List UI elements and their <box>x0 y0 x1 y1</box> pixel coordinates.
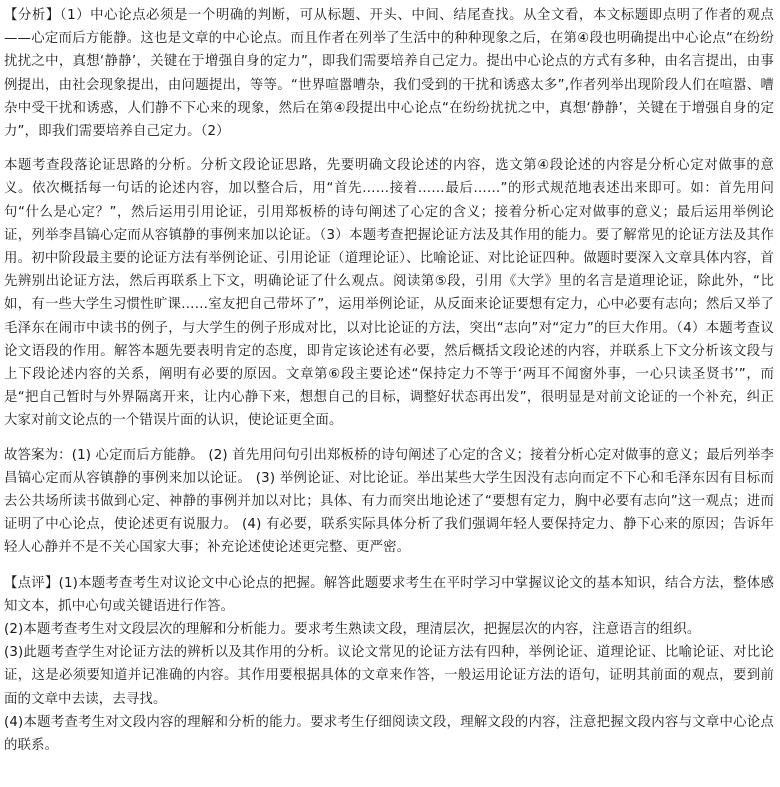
comment-item-2: (2)本题考查考生对文段层次的理解和分析能力。要求考生熟读文段，理清层次，把握层次的内容，注意语言的组织。 <box>4 622 701 638</box>
analysis-continuation-paragraph: 本题考查段落论证思路的分析。分析文段论证思路，先要明确文段论述的内容，选文第④段论述的内容是分析心定对做事的意义。依次概括每一句话的论述内容，加以整合后，用“首先……接着……最后……”的形式规范地表述出来即可。如：首先用问句“什么是心定？”，然后运用引用论证，引用郑板桥的诗句阐述了心定的含义；接着分析心定对做事的意义；最后运用举例论证，列举李昌镐心定而从容镇静的事例来加以论证。（3）本题考查把握论证方法及其作用的能力。要了解常见的论证方法及其作用。初中阶段最主要的论证方法有举例论证、引用论证（道理论证）、比喻论证、对比论证四种。做题时要深入文章具体内容，首先辨别出论证方法，然后再联系上下文，明确论证了什么观点。阅读第⑤段，引用《大学》里的名言是道理论证，除此外，“比如，有一些大学生习惯性旷课……室友把自己带坏了”，运用举例论证，从反面来论证要想有定力，心中必要有志向；然后又举了毛泽东在闹市中读书的例子，与大学生的例子形成对比，以对比论证的方法，突出“志向”对“定力”的巨大作用。（4）本题考查议论文语段的作用。解答本题先要表明肯定的态度，即肯定该论述有必要，然后概括文段论述的内容，并联系上下文分析该文段与上下段论述内容的关系，阐明有必要的原因。文章第⑥段主要论述“保持定力不等于‘两耳不闻窗外事，一心只读圣贤书’”，而是“把自己暂时与外界隔离开来，让内心静下来，想想自己的目标，调整好状态再出发”，很明显是对前文论证的一个补充，纠正大家对前文论点的一个错误片面的认识，使论证更全面。 <box>4 158 774 429</box>
answer-paragraph: 故答案为：(1) 心定而后方能静。 (2) 首先用问句引出郑板桥的诗句阐述了心定的含义；接着分析心定对做事的意义；最后列举李昌镐心定而从容镇静的事例来加以论证。 (3) 举例论证、对比论证。举出某些大学生因没有志向而定不下心和毛泽东因有目标而去公共场所读书做到心定、神静的事例并加以对比；具体、有力而突出地论述了“要想有定力，胸中必要有志向”这一观点；进而证明了中心论点，使论述更有说服力。 (4) 有必要，联系实际具体分析了我们强调年轻人要保持定力、静下心来的原因；告诉年轻人心静并不是不关心国家大事；补充论述使论述更完整、更严密。 <box>4 447 774 556</box>
comment-section <box>4 572 774 758</box>
comment-item-3: (3)此题考查学生对论证方法的辨析以及其作用的分析。议论文常见的论证方法有四种，举例论证、道理论证、比喻论证、对比论证，这是必须要知道并记准确的内容。其作用要根据具体的文章来作答，一般运用论证方法的语句，证明其前面的观点，要到前面的文章中去读，去寻找。 <box>4 645 774 707</box>
comment-item-1: 【点评】(1)本题考查考生对议论文中心论点的把握。解答此题要求考生在平时学习中掌握议论文的基本知识，结合方法，整体感知文本，抓中心句或关键语进行作答。 <box>4 575 774 614</box>
analysis-paragraph: 【分析】（1）中心论点必须是一个明确的判断，可从标题、开头、中间、结尾查找。从全文看，本文标题即点明了作者的观点——心定而后方能静。这也是文章的中心论点。而且作者在列举了生活中的种种现象之后，在第④段也明确提出中心论点“在纷纷扰扰之中，真想‘静静’，关键在于增强自身的定力”，即我们需要培养自己定力。提出中心论点的方式有多种，由名言提出，由事例提出，由社会现象提出，由问题提出，等等。“世界喧嚣嘈杂，我们受到的干扰和诱惑太多”,作者列举出现阶段人们在喧嚣、嘈杂中受干扰和诱惑，人们静不下心来的现象，然后在第④段提出中心论点“在纷纷扰扰之中，真想‘静静’，关键在于增强自身的定力”，即我们需要培养自己定力。（2） <box>4 8 774 140</box>
comment-item-4: (4)本题考查考生对文段内容的理解和分析的能力。要求考生仔细阅读文段，理解文段的内容，注意把握文段内容与文章中心论点的联系。 <box>4 714 774 754</box>
